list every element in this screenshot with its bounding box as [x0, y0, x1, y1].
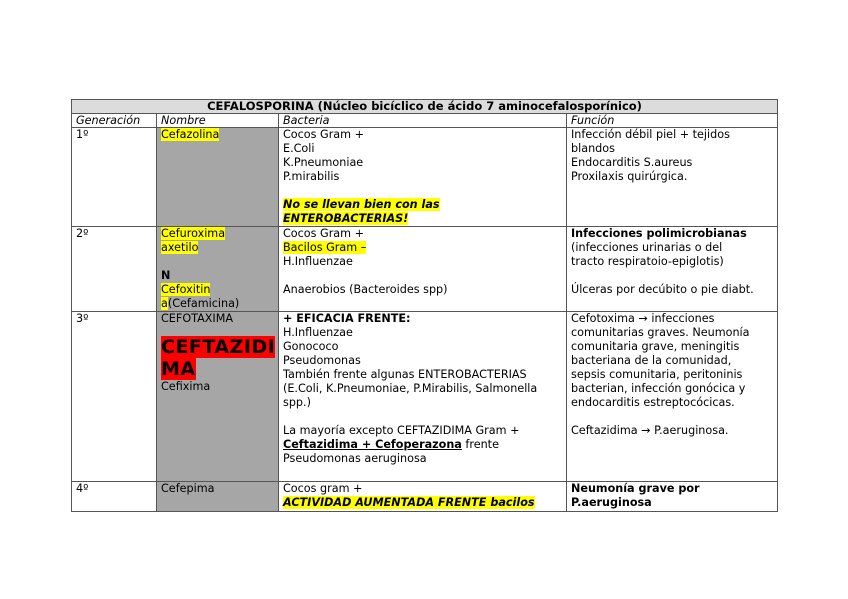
bacteria-line: H.Influenzae	[283, 326, 353, 339]
table-row	[72, 482, 778, 512]
drug-note: N	[161, 269, 171, 282]
bacteria-line: H.Influenzae	[283, 255, 353, 268]
bacteria-cell	[279, 312, 567, 482]
bacteria-emphasis: Ceftazidima + Cefoperazona	[283, 438, 462, 451]
function-cell	[567, 227, 778, 312]
function-line: comunitaria grave, meningitis	[571, 340, 740, 353]
warning-text: ENTEROBACTERIAS!	[283, 212, 409, 225]
drug-name-highlight: CEFTAZIDI	[161, 336, 276, 358]
drug-name: Cefuroxima	[161, 227, 226, 240]
drug-name: axetilo	[161, 241, 199, 254]
bacteria-line: Cocos gram +	[283, 482, 363, 495]
table-row	[72, 312, 778, 482]
drug-name: Cefixima	[161, 380, 211, 393]
name-cell	[157, 128, 279, 227]
function-line: Infecciones polimicrobianas	[571, 227, 747, 240]
bacteria-line: Anaerobios (Bacteroides spp)	[283, 283, 448, 296]
bacteria-line: La mayoría excepto CEFTAZIDIMA Gram +	[283, 424, 520, 437]
drug-name: a	[161, 297, 168, 310]
generation-cell: 4º	[72, 482, 157, 512]
name-cell	[157, 227, 279, 312]
bacteria-cell	[279, 128, 567, 227]
bacteria-line: frente	[461, 438, 499, 451]
function-line: Cefotoxima → infecciones	[571, 312, 715, 325]
function-line: Infección débil piel + tejidos	[571, 128, 730, 141]
header-function: Función	[567, 114, 778, 128]
bacteria-heading: + EFICACIA FRENTE:	[283, 312, 411, 325]
drug-name-highlight: MA	[161, 358, 196, 380]
name-cell: Cefepima	[157, 482, 279, 512]
bacteria-line: P.mirabilis	[283, 170, 340, 183]
function-line: Proxilaxis quirúrgica.	[571, 170, 688, 183]
function-line: Ceftazidima → P.aeruginosa.	[571, 424, 729, 437]
bacteria-line: Bacilos Gram –	[283, 241, 367, 254]
bacteria-line: Pseudomonas	[283, 354, 361, 367]
bacteria-line: Pseudomonas aeruginosa	[283, 452, 427, 465]
drug-subtitle: (Cefamicina)	[167, 297, 240, 310]
bacteria-line: K.Pneumoniae	[283, 156, 364, 169]
bacteria-line: También frente algunas ENTEROBACTERIAS	[283, 368, 527, 381]
name-cell	[157, 312, 279, 482]
bacteria-line: Cocos Gram +	[283, 227, 364, 240]
bacteria-emphasis: ACTIVIDAD AUMENTADA FRENTE bacilos	[283, 496, 535, 509]
bacteria-line: (E.Coli, K.Pneumoniae, P.Mirabilis, Salmonella	[283, 382, 538, 395]
cephalosporin-table	[71, 99, 778, 512]
table-title: CEFALOSPORINA (Núcleo bicíclico de ácido 7 aminocefalosporínico)	[72, 100, 778, 114]
header-name: Nombre	[157, 114, 279, 128]
bacteria-line: Cocos Gram +	[283, 128, 364, 141]
function-line: tracto respiratoio-epiglotis)	[571, 255, 724, 268]
generation-cell: 2º	[72, 227, 157, 312]
bacteria-cell	[279, 482, 567, 512]
function-cell	[567, 128, 778, 227]
function-line: Endocarditis S.aureus	[571, 156, 693, 169]
bacteria-cell	[279, 227, 567, 312]
bacteria-line: E.Coli	[283, 142, 315, 155]
function-line: sepsis comunitaria, peritoninis	[571, 368, 743, 381]
bacteria-line: spp.)	[283, 396, 311, 409]
drug-name: CEFOTAXIMA	[161, 312, 234, 325]
function-line: bacterian, infección gonócica y	[571, 382, 746, 395]
warning-text: No se llevan bien con las	[283, 198, 440, 211]
function-line: P.aeruginosa	[571, 496, 652, 509]
function-line: blandos	[571, 142, 615, 155]
function-line: comunitarias graves. Neumonía	[571, 326, 750, 339]
header-row	[72, 114, 778, 128]
function-cell	[567, 312, 778, 482]
function-line: endocarditis estreptocócicas.	[571, 396, 735, 409]
table-row	[72, 128, 778, 227]
function-cell	[567, 482, 778, 512]
drug-name: Cefazolina	[161, 128, 220, 141]
function-line: Neumonía grave por	[571, 482, 700, 495]
table-row	[72, 227, 778, 312]
generation-cell: 3º	[72, 312, 157, 482]
drug-name: Cefoxitin	[161, 283, 211, 296]
header-bacteria: Bacteria	[279, 114, 567, 128]
header-generation: Generación	[72, 114, 157, 128]
generation-cell: 1º	[72, 128, 157, 227]
function-line: (infecciones urinarias o del	[571, 241, 723, 254]
function-line: bacteriana de la comunidad,	[571, 354, 732, 367]
function-line: Úlceras por decúbito o pie diabt.	[571, 283, 754, 296]
bacteria-line: Gonococo	[283, 340, 339, 353]
